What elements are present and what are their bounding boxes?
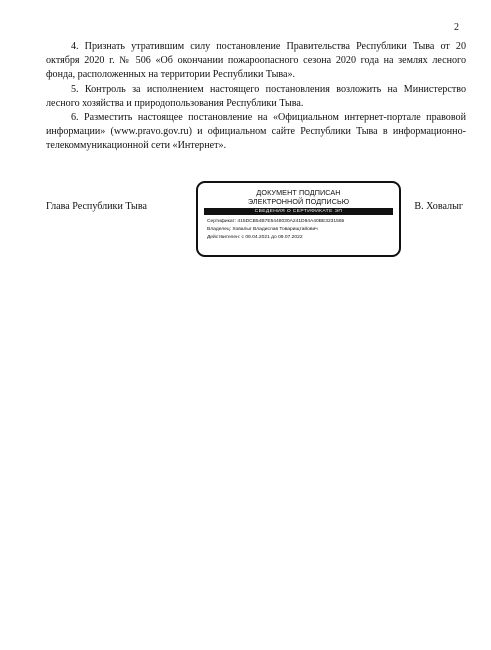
paragraph-item-4: 4. Признать утратившим силу постановление Правительства Республики Тыва от 20 октября 2020 г. № 506 «Об окончании пожароопасного сезона 2020 года на землях лесного фонда, расположенных на территории Республики Тыва». (46, 41, 466, 81)
stamp-certificate-bar: СВЕДЕНИЯ О СЕРТИФИКАТЕ ЭП (204, 208, 393, 215)
paragraph-item-5: 5. Контроль за исполнением настоящего постановления возложить на Министерство лесного хозяйства и природопользования Республики Тыва. (46, 83, 466, 109)
stamp-heading-line-1: ДОКУМЕНТ ПОДПИСАН (256, 188, 341, 197)
electronic-signature-stamp (196, 181, 401, 257)
stamp-validity: Действителен: с 09.04.2021 до 09.07.2022 (207, 235, 303, 240)
stamp-owner: Владелец: Ховалыг Владислав Товарищтайович (207, 227, 318, 232)
stamp-heading-line-2: ЭЛЕКТРОННОЙ ПОДПИСЬЮ (247, 196, 350, 206)
signature-block (46, 178, 466, 262)
stamp-certificate-number: Сертификат: 415DCB54B7E5448030A241D84A40BE3231565 (207, 219, 345, 224)
stamp-details (207, 218, 399, 242)
signer-position: Глава Республики Тыва (46, 201, 147, 212)
signer-name: В. Ховалыг (414, 201, 463, 212)
document-body (46, 40, 466, 154)
page-number: 2 (454, 22, 459, 33)
paragraph-item-6: 6. Разместить настоящее постановление на «Официальном интернет-портале правовой информации» (www.pravo.gov.ru) и официальном сайте Республики Тыва в информационно-телекоммуникационной сети «Интернет». (46, 112, 466, 152)
stamp-heading (198, 189, 399, 206)
